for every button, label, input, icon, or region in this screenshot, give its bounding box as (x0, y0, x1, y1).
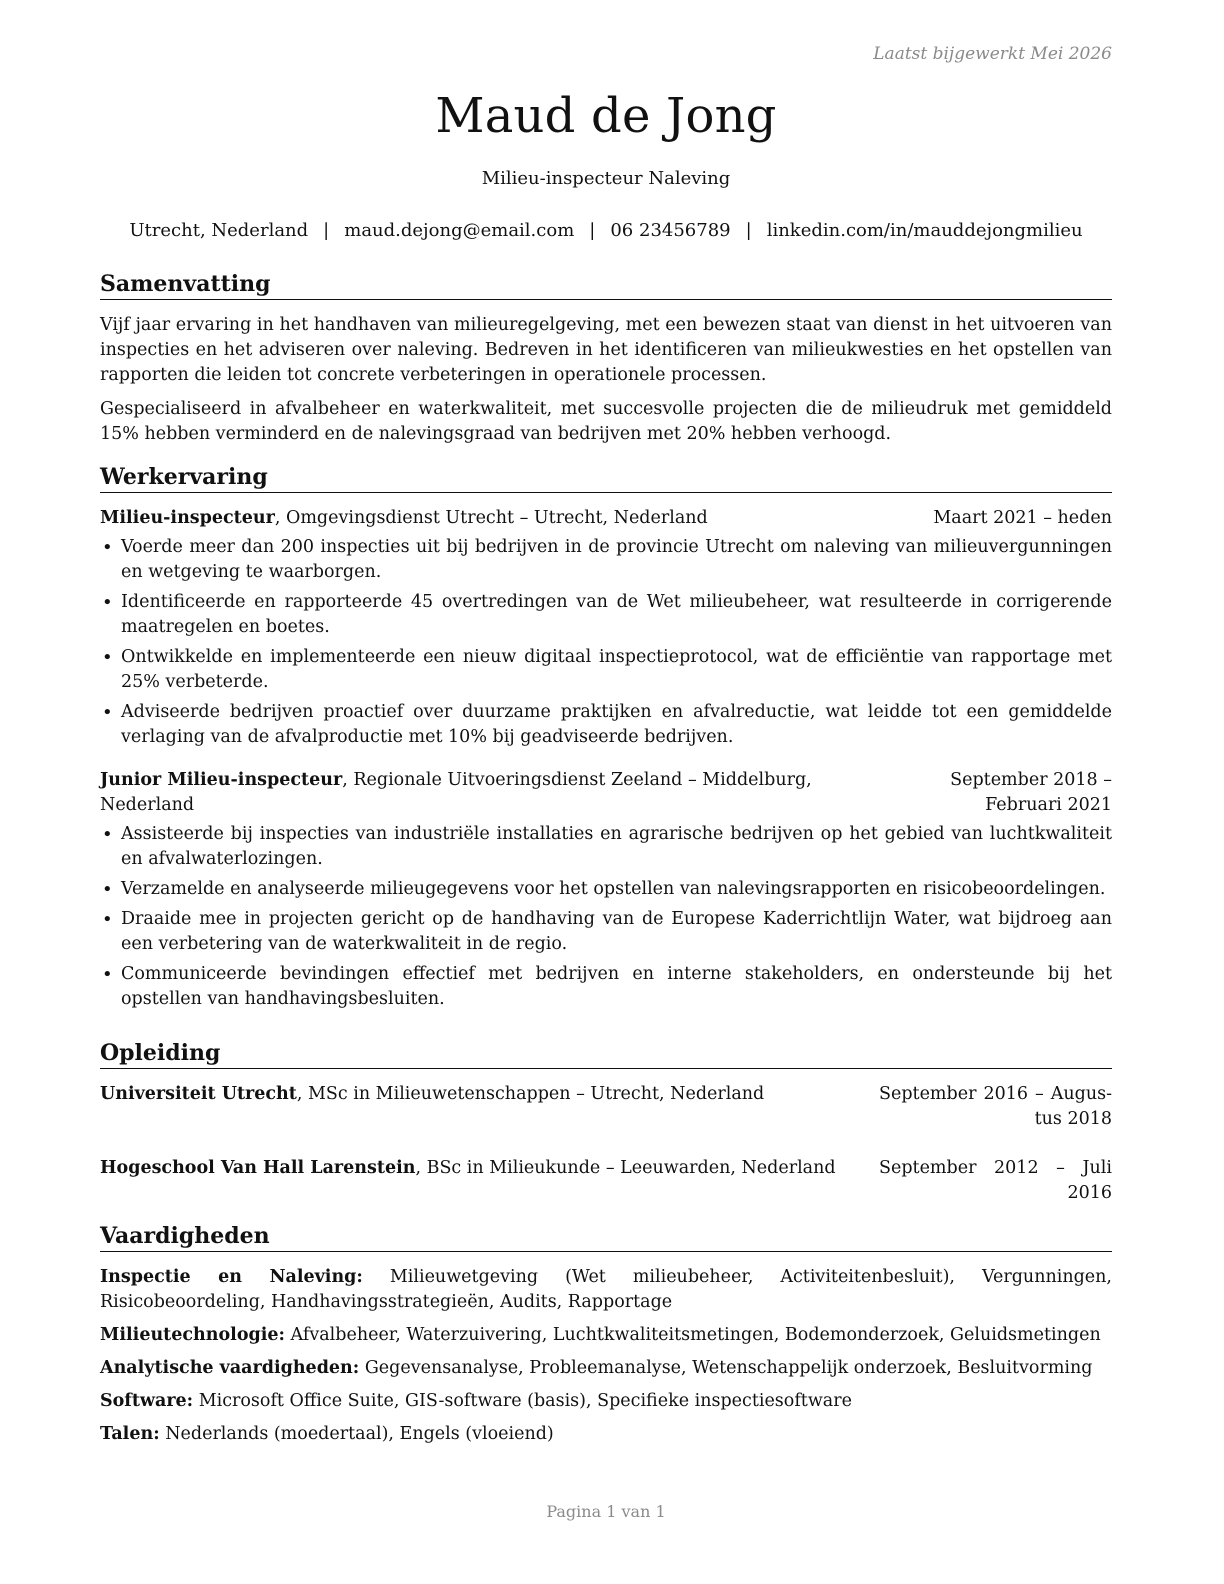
job-dates: September 2018 – Februari 2021 (950, 770, 1112, 815)
job-dates: Maart 2021 – heden (933, 508, 1112, 528)
section-title: Vaardigheden (100, 1222, 1112, 1252)
job-bullet: • Assisteerde bij inspecties van industriële installaties en agrarische bedrijven op het gebied van luchtkwaliteit en afvalwaterlozingen. (100, 822, 1112, 872)
job-bullet: • Voerde meer dan 200 inspecties uit bij bedrijven in de provincie Utrecht om naleving van milieuvergunningen en wetgeving te waarborgen. (100, 535, 1112, 585)
job-organization: , Omgevingsdienst Utrecht – Utrecht, Nederland (274, 508, 708, 528)
job-bullet: • Identificeerde en rapporteerde 45 overtredingen van de Wet milieubeheer, wat resulteerde in corrigerende maatregelen en boetes. (100, 590, 1112, 640)
skill-row (100, 1265, 1112, 1315)
skill-value: Microsoft Office Suite, GIS-software (basis), Specifieke inspectiesoftware (193, 1391, 852, 1411)
skill-row (100, 1323, 1112, 1348)
skill-label: Milieutechnologie: (100, 1325, 285, 1345)
contact-linkedin[interactable]: linkedin.com/in/mauddejongmilieu (766, 220, 1083, 241)
skill-row (100, 1422, 1112, 1447)
education-entry (100, 1156, 1112, 1206)
skill-label: Analytische vaardigheden: (100, 1358, 360, 1378)
education-entry (100, 1082, 1112, 1132)
contact-line (100, 220, 1112, 241)
job-position: Junior Milieu-inspecteur (100, 770, 343, 790)
job-position: Milieu-inspecteur (100, 508, 275, 528)
education-school: Universiteit Utrecht (100, 1084, 297, 1104)
summary-paragraph: Vijf jaar ervaring in het handhaven van milieuregelgeving, met een bewezen staat van dienst in het uitvoeren van inspecties en het adviseren over naleving. Bedreven in het identificeren van milieukwesties en het opstellen van rapporten die leiden tot concrete verbeteringen in operationele processen. (100, 315, 1112, 385)
job-bullets (100, 535, 1112, 750)
job-header (100, 768, 1112, 818)
candidate-role: Milieu-inspecteur Naleving (481, 168, 731, 189)
job-entry (100, 506, 1112, 750)
candidate-name: Maud de Jong (435, 88, 777, 144)
job-bullet: • Draaide mee in projecten gericht op de handhaving van de Europese Kaderrichtlijn Water, wat bijdroeg aan een verbetering van de waterkwaliteit in de regio. (100, 907, 1112, 957)
job-organization: , Regionale Uitvoeringsdienst Zeeland – Middelburg, Nederland (100, 770, 812, 815)
skill-value: Afvalbeheer, Waterzuivering, Luchtkwaliteitsmetingen, Bodemonderzoek, Geluidsmetingen (284, 1325, 1101, 1345)
contact-email[interactable]: maud.dejong@email.com (344, 220, 575, 241)
experience-section (100, 463, 1112, 1017)
job-header (100, 506, 1112, 531)
page-number: Pagina 1 van 1 (546, 1502, 666, 1521)
education-degree: , MSc in Milieuwetenschappen – Utrecht, Nederland (296, 1084, 765, 1104)
contact-separator: | (323, 220, 330, 241)
contact-separator: | (589, 220, 596, 241)
skill-label: Inspectie en Naleving: (100, 1267, 363, 1287)
education-degree: , BSc in Milieukunde – Leeuwarden, Nederland (415, 1158, 836, 1178)
last-updated: Laatst bijgewerkt Mei 2026 (873, 44, 1112, 64)
job-bullet: • Verzamelde en analyseerde milieugegevens voor het opstellen van nalevingsrapporten en risicobeoordelingen. (100, 877, 1112, 902)
education-school: Hogeschool Van Hall Larenstein (100, 1158, 416, 1178)
education-dates: September 2016 – Augustus 2018 (879, 1084, 1112, 1129)
job-bullet: • Adviseerde bedrijven proactief over duurzame praktijken en afvalreductie, wat leidde tot een gemiddelde verlaging van de afvalproductie met 10% bij geadviseerde bedrijven. (100, 700, 1112, 750)
summary-paragraph: Gespecialiseerd in afvalbeheer en waterkwaliteit, met succesvolle projecten die de milieudruk met gemiddeld 15% hebben verminderd en de nalevingsgraad van bedrijven met 20% hebben verhoogd. (100, 399, 1112, 444)
job-bullet: • Communiceerde bevindingen effectief met bedrijven en interne stakeholders, en ondersteunde bij het opstellen van handhavingsbesluiten. (100, 962, 1112, 1012)
contact-location: Utrecht, Nederland (129, 220, 309, 241)
skill-row (100, 1356, 1112, 1381)
skill-label: Software: (100, 1391, 194, 1411)
skill-label: Talen: (100, 1424, 160, 1444)
section-title: Samenvatting (100, 270, 1112, 300)
skill-value: Nederlands (moedertaal), Engels (vloeiend) (159, 1424, 554, 1444)
contact-phone: 06 23456789 (610, 220, 731, 241)
skill-row (100, 1389, 1112, 1414)
job-bullets (100, 822, 1112, 1012)
resume-page (100, 0, 1112, 1584)
section-title: Opleiding (100, 1039, 1112, 1069)
section-title: Werkervaring (100, 463, 1112, 493)
education-section (100, 1039, 1112, 1230)
skill-value: Milieuwetgeving (Wet milieubeheer, Activiteitenbesluit), Vergunningen, Risicobeoordeling, Handhavingsstrategieën, Audits, Rapportage (100, 1267, 1112, 1312)
education-dates: September 2012 – Juli 2016 (879, 1158, 1112, 1203)
job-entry (100, 768, 1112, 1012)
job-bullet: • Ontwikkelde en implementeerde een nieuw digitaal inspectieprotocol, wat de efficiëntie van rapportage met 25% verbeterde. (100, 645, 1112, 695)
contact-separator: | (745, 220, 752, 241)
summary-section (100, 270, 1112, 456)
skills-section (100, 1222, 1112, 1455)
skill-value: Gegevensanalyse, Probleemanalyse, Wetenschappelijk onderzoek, Besluitvorming (359, 1358, 1093, 1378)
